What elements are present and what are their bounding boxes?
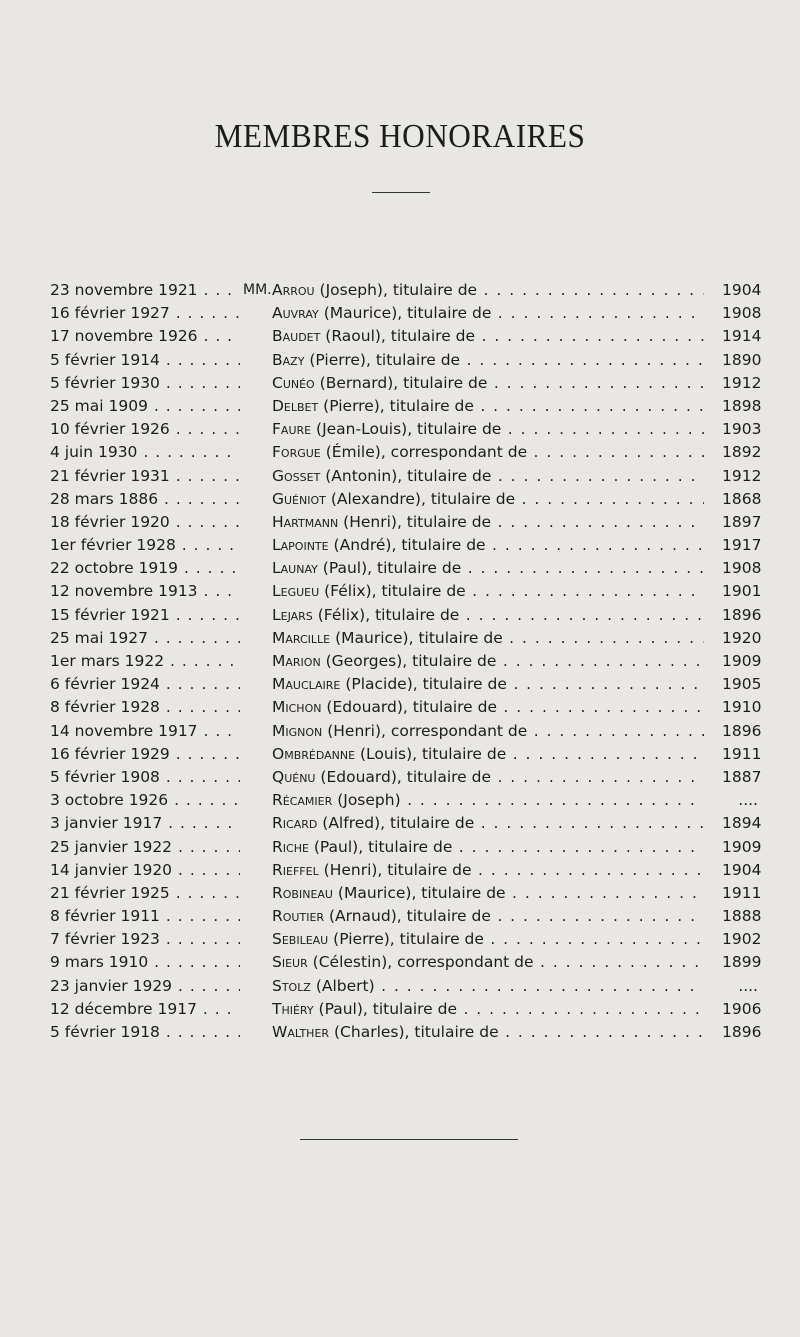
member-details: (Henri), correspondant de	[327, 721, 528, 740]
member-entry	[272, 627, 704, 650]
election-date: 8 février 1911 . . .	[50, 905, 240, 928]
member-surname: Rieffel	[272, 860, 319, 879]
member-surname: Legueu	[272, 582, 320, 601]
member-row	[0, 650, 800, 673]
member-details: (Maurice), titulaire de	[323, 304, 492, 323]
membership-year: 1894	[722, 814, 762, 833]
election-date: 5 février 1930 . . .	[50, 372, 240, 395]
membership-year: 1911	[722, 883, 762, 902]
member-details: (Alexandre), titulaire de	[330, 489, 516, 508]
member-row	[0, 975, 800, 998]
member-surname: Marion	[272, 652, 321, 670]
member-row	[0, 720, 800, 743]
membership-year: 1901	[722, 582, 762, 601]
member-surname: Cunéo	[272, 373, 315, 392]
member-entry	[272, 836, 704, 859]
member-details: (Georges), titulaire de	[325, 652, 497, 670]
election-date: 10 février 1926 . . .	[50, 418, 240, 441]
member-row	[0, 951, 800, 974]
member-details: (Jean-Louis), titulaire de	[316, 420, 502, 439]
member-surname: Quénu	[272, 767, 316, 786]
membership-year: 1909	[722, 837, 762, 856]
member-row	[0, 441, 800, 464]
member-row	[0, 302, 800, 325]
member-entry	[272, 279, 704, 302]
member-surname: Auvray	[272, 304, 319, 323]
member-details: (Albert)	[315, 976, 375, 995]
member-entry	[272, 951, 704, 974]
election-date: 4 juin 1930 . . .	[50, 441, 240, 464]
election-date: 28 mars 1886 . . .	[50, 488, 240, 511]
member-entry	[272, 998, 704, 1021]
membership-year: 1905	[722, 675, 762, 694]
membership-year: 1899	[722, 953, 762, 972]
member-surname: Sieur	[272, 953, 308, 972]
member-row	[0, 604, 800, 627]
member-entry	[272, 465, 704, 488]
member-details: (Maurice), titulaire de	[337, 883, 506, 902]
election-date: 22 octobre 1919 . . .	[50, 557, 240, 580]
member-entry	[272, 673, 704, 696]
membership-year: 1914	[722, 327, 762, 346]
member-entry	[272, 928, 704, 951]
election-date: 12 décembre 1917 . . .	[50, 998, 240, 1021]
member-entry	[272, 1021, 704, 1044]
member-details: (Célestin), correspondant de	[312, 953, 534, 972]
election-date: 25 mai 1927 . . .	[50, 627, 240, 650]
member-details: (Pierre), titulaire de	[309, 350, 461, 369]
honorific-prefix: MM.	[243, 282, 272, 298]
member-entry	[272, 720, 704, 743]
membership-year: 1898	[722, 396, 762, 415]
member-details: (Antonin), titulaire de	[325, 466, 492, 485]
election-date: 8 février 1928 . . .	[50, 696, 240, 719]
member-surname: Forgue	[272, 443, 321, 462]
member-details: (Henri), titulaire de	[323, 860, 472, 879]
membership-year: 1892	[722, 443, 762, 462]
membership-year: 1911	[722, 744, 762, 763]
election-date: 21 février 1925 . . .	[50, 882, 240, 905]
member-details: (André), titulaire de	[333, 536, 486, 555]
election-date: 5 février 1908 . . .	[50, 766, 240, 789]
member-row	[0, 627, 800, 650]
membership-year: 1908	[722, 559, 762, 578]
member-details: (Félix), titulaire de	[324, 582, 466, 601]
election-date: 14 novembre 1917 . . .	[50, 720, 240, 743]
member-surname: Launay	[272, 559, 318, 578]
member-entry	[272, 372, 704, 395]
member-row	[0, 349, 800, 372]
member-details: (Pierre), titulaire de	[323, 396, 474, 415]
member-row	[0, 743, 800, 766]
member-row	[0, 882, 800, 905]
member-surname: Marcille	[272, 628, 331, 647]
member-entry	[272, 766, 704, 789]
member-surname: Riche	[272, 837, 309, 856]
election-date: 16 février 1929 . . .	[50, 743, 240, 766]
membership-year: 1912	[722, 466, 762, 485]
member-entry	[272, 418, 704, 441]
election-date: 9 mars 1910 . . .	[50, 951, 240, 974]
member-details: (Bernard), titulaire de	[319, 373, 488, 392]
member-row	[0, 488, 800, 511]
membership-year: 1897	[722, 512, 762, 531]
election-date: 15 février 1921 . . .	[50, 604, 240, 627]
election-date: 5 février 1918 . . .	[50, 1021, 240, 1044]
election-date: 25 mai 1909 . . .	[50, 395, 240, 418]
page-title: MEMBRES HONORAIRES	[214, 118, 586, 155]
election-date: 12 novembre 1913 . . .	[50, 580, 240, 603]
election-date: 14 janvier 1920 . . .	[50, 859, 240, 882]
member-row	[0, 696, 800, 719]
member-entry	[272, 696, 704, 719]
election-date: 21 février 1931 . . .	[50, 465, 240, 488]
member-entry	[272, 557, 704, 580]
member-row	[0, 557, 800, 580]
member-details: (Maurice), titulaire de	[335, 628, 503, 647]
member-entry	[272, 488, 704, 511]
member-surname: Thiéry	[272, 999, 314, 1018]
election-date: 5 février 1914 . . .	[50, 349, 240, 372]
member-entry	[272, 395, 704, 418]
member-surname: Guéniot	[272, 489, 326, 508]
member-details: (Félix), titulaire de	[317, 605, 460, 624]
membership-year: 1909	[722, 652, 762, 670]
member-row	[0, 766, 800, 789]
membership-year: 1903	[722, 420, 762, 439]
election-date: 1er février 1928 . . .	[50, 534, 240, 557]
member-row	[0, 511, 800, 534]
member-surname: Sebileau	[272, 930, 329, 949]
member-entry	[272, 325, 704, 348]
member-details: (Charles), titulaire de	[334, 1023, 499, 1041]
election-date: 7 février 1923 . . .	[50, 928, 240, 951]
member-surname: Walther	[272, 1023, 330, 1041]
member-details: (Alfred), titulaire de	[322, 814, 475, 833]
member-details: (Louis), titulaire de	[359, 744, 507, 763]
member-surname: Ombrédanne	[272, 744, 356, 763]
member-details: (Henri), titulaire de	[343, 512, 492, 531]
member-details: (Joseph)	[337, 791, 401, 810]
member-row	[0, 534, 800, 557]
member-entry	[272, 743, 704, 766]
member-row	[0, 1021, 800, 1044]
member-details: (Edouard), titulaire de	[320, 767, 492, 786]
member-row	[0, 928, 800, 951]
election-date: 3 janvier 1917 . . .	[50, 812, 240, 835]
member-row	[0, 789, 800, 812]
election-date: 1er mars 1922 . . .	[50, 650, 240, 673]
member-list	[0, 279, 800, 1044]
member-surname: Arrou	[272, 281, 315, 299]
member-surname: Michon	[272, 698, 322, 717]
member-entry	[272, 812, 704, 835]
member-surname: Robineau	[272, 883, 333, 902]
member-surname: Mauclaire	[272, 675, 341, 694]
member-details: (Edouard), titulaire de	[326, 698, 497, 717]
member-row	[0, 836, 800, 859]
member-details: (Émile), correspondant de	[325, 443, 528, 462]
membership-year: ....	[738, 976, 758, 995]
member-surname: Routier	[272, 907, 325, 926]
member-entry	[272, 650, 704, 673]
member-surname: Lejars	[272, 605, 313, 624]
election-date: 18 février 1920 . . .	[50, 511, 240, 534]
member-row	[0, 325, 800, 348]
membership-year: 1888	[722, 907, 762, 926]
member-row	[0, 998, 800, 1021]
member-surname: Faure	[272, 420, 312, 439]
footer-divider	[300, 1139, 518, 1140]
title-divider	[372, 192, 430, 193]
member-surname: Bazy	[272, 350, 305, 369]
member-row	[0, 418, 800, 441]
election-date: 25 janvier 1922 . . .	[50, 836, 240, 859]
member-surname: Mignon	[272, 721, 323, 740]
member-surname: Hartmann	[272, 512, 339, 531]
member-entry	[272, 534, 704, 557]
member-surname: Delbet	[272, 396, 319, 415]
member-entry	[272, 975, 704, 998]
member-entry	[272, 905, 704, 928]
membership-year: 1868	[722, 489, 762, 508]
member-row	[0, 580, 800, 603]
member-entry	[272, 511, 704, 534]
member-details: (Arnaud), titulaire de	[328, 907, 491, 926]
membership-year: 1904	[722, 281, 762, 299]
member-surname: Récamier	[272, 791, 333, 810]
member-details: (Placide), titulaire de	[345, 675, 507, 694]
member-surname: Baudet	[272, 327, 321, 346]
member-row	[0, 395, 800, 418]
election-date: 17 novembre 1926 . . .	[50, 325, 240, 348]
membership-year: 1887	[722, 767, 762, 786]
member-surname: Gosset	[272, 466, 321, 485]
member-entry	[272, 859, 704, 882]
membership-year: ....	[738, 791, 758, 810]
membership-year: 1906	[722, 999, 762, 1018]
membership-year: 1902	[722, 930, 762, 949]
member-details: (Joseph), titulaire de	[319, 281, 478, 299]
member-row	[0, 372, 800, 395]
member-entry	[272, 789, 704, 812]
member-row	[0, 673, 800, 696]
election-date: 3 octobre 1926 . . .	[50, 789, 240, 812]
membership-year: 1896	[722, 721, 762, 740]
election-date: 6 février 1924 . . .	[50, 673, 240, 696]
membership-year: 1920	[722, 628, 762, 647]
membership-year: 1896	[722, 1023, 762, 1041]
member-details: (Paul), titulaire de	[318, 999, 458, 1018]
member-surname: Stolz	[272, 976, 311, 995]
member-row	[0, 465, 800, 488]
member-details: (Paul), titulaire de	[313, 837, 453, 856]
member-details: (Pierre), titulaire de	[333, 930, 484, 949]
member-details: (Raoul), titulaire de	[325, 327, 476, 346]
member-surname: Ricard	[272, 814, 318, 833]
membership-year: 1910	[722, 698, 762, 717]
membership-year: 1896	[722, 605, 762, 624]
membership-year: 1912	[722, 373, 762, 392]
member-row	[0, 812, 800, 835]
member-surname: Lapointe	[272, 536, 329, 555]
election-date: 16 février 1927 . . .	[50, 302, 240, 325]
member-details: (Paul), titulaire de	[322, 559, 462, 578]
member-entry	[272, 580, 704, 603]
election-date: 23 novembre 1921 . . .	[50, 279, 240, 302]
member-row	[0, 905, 800, 928]
membership-year: 1890	[722, 350, 762, 369]
member-entry	[272, 882, 704, 905]
election-date: 23 janvier 1929 . . .	[50, 975, 240, 998]
member-entry	[272, 302, 704, 325]
membership-year: 1904	[722, 860, 762, 879]
membership-year: 1917	[722, 536, 762, 555]
member-entry	[272, 604, 704, 627]
member-row	[0, 859, 800, 882]
member-row	[0, 279, 800, 302]
member-entry	[272, 349, 704, 372]
member-entry	[272, 441, 704, 464]
membership-year: 1908	[722, 304, 762, 323]
